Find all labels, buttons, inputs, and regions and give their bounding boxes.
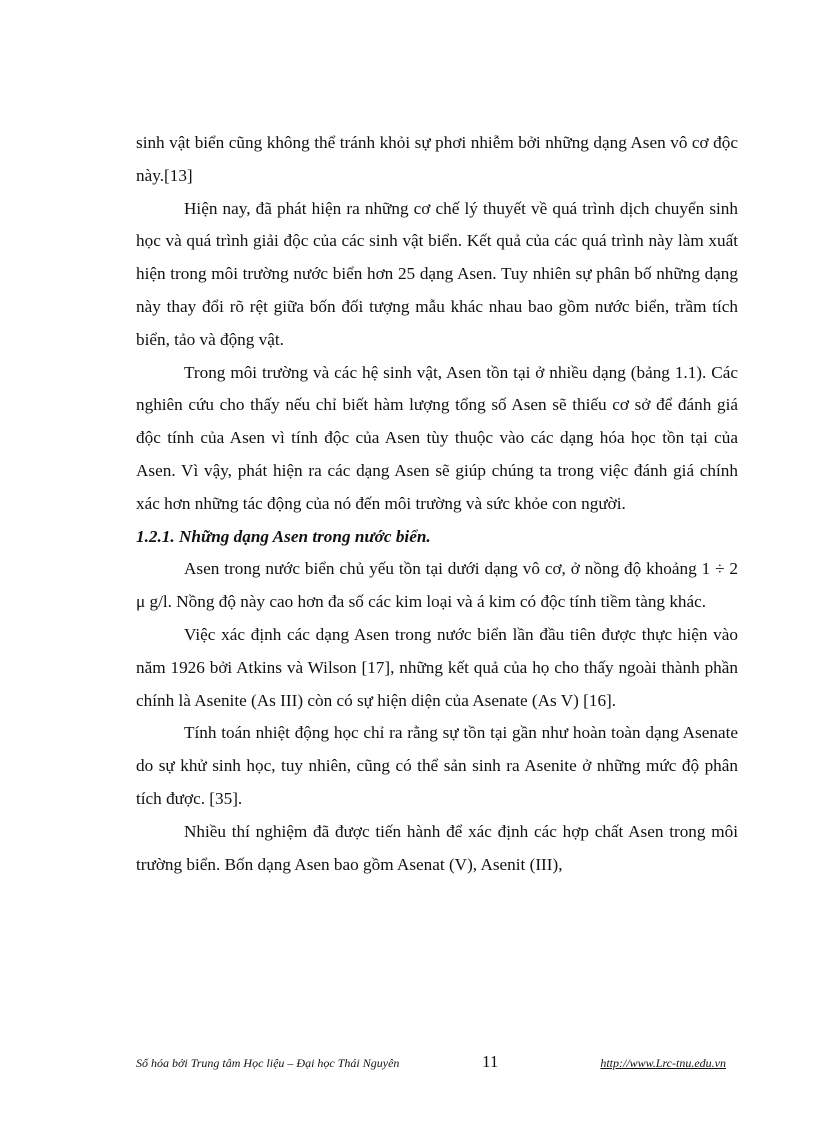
footer-link[interactable]: http://www.Lrc-tnu.edu.vn	[600, 1056, 726, 1070]
paragraph-7: Nhiều thí nghiệm đã được tiến hành để xác định các hợp chất Asen trong môi trường biển. Bốn dạng Asen bao gồm Asenat (V), Asenit (III),	[136, 821, 738, 874]
section-heading: 1.2.1. Những dạng Asen trong nước biển.	[136, 526, 431, 546]
paragraph-3: Trong môi trường và các hệ sinh vật, Asen tồn tại ở nhiều dạng (bảng 1.1). Các nghiên cứu cho thấy nếu chỉ biết hàm lượng tổng số Asen sẽ thiếu cơ sở để đánh giá độc tính của Asen vì tính độc của Asen tùy thuộc vào các dạng hóa học tồn tại của Asen. Vì vậy, phát hiện ra các dạng Asen sẽ giúp chúng ta trong việc đánh giá chính xác hơn những tác động của nó đến môi trường và sức khỏe con người.	[136, 362, 738, 513]
paragraph-4: Asen trong nước biển chủ yếu tồn tại dưới dạng vô cơ, ở nồng độ khoảng 1 ÷ 2 μ g/l. Nồng độ này cao hơn đa số các kim loại và á kim có độc tính tiềm tàng khác.	[136, 559, 738, 612]
page-number: 11	[482, 1052, 499, 1071]
paragraph-6: Tính toán nhiệt động học chỉ ra rằng sự tồn tại gần như hoàn toàn dạng Asenate do sự khử sinh học, tuy nhiên, cũng có thể sản sinh ra Asenite ở những mức độ phân tích được. [35].	[136, 723, 738, 808]
footer-source: Số hóa bởi Trung tâm Học liệu – Đại học Thái Nguyên	[136, 1056, 400, 1070]
paragraph-5: Việc xác định các dạng Asen trong nước biển lần đầu tiên được thực hiện vào năm 1926 bởi Atkins và Wilson [17], những kết quả của họ cho thấy ngoài thành phần chính là Asenite (As III) còn có sự hiện diện của Asenate (As V) [16].	[136, 624, 738, 710]
body-text	[136, 127, 738, 881]
paragraph-2: Hiện nay, đã phát hiện ra những cơ chế lý thuyết về quá trình dịch chuyển sinh học và quá trình giải độc của các sinh vật biển. Kết quả của các quá trình này làm xuất hiện trong môi trường nước biển hơn 25 dạng Asen. Tuy nhiên sự phân bố những dạng này thay đổi rõ rệt giữa bốn đối tượng mẫu khác nhau bao gồm nước biển, trầm tích biển, tảo và động vật.	[136, 198, 738, 349]
paragraph-1: sinh vật biển cũng không thể tránh khỏi sự phơi nhiễm bởi những dạng Asen vô cơ độc này.[13]	[136, 133, 738, 185]
page-footer	[136, 1052, 738, 1076]
